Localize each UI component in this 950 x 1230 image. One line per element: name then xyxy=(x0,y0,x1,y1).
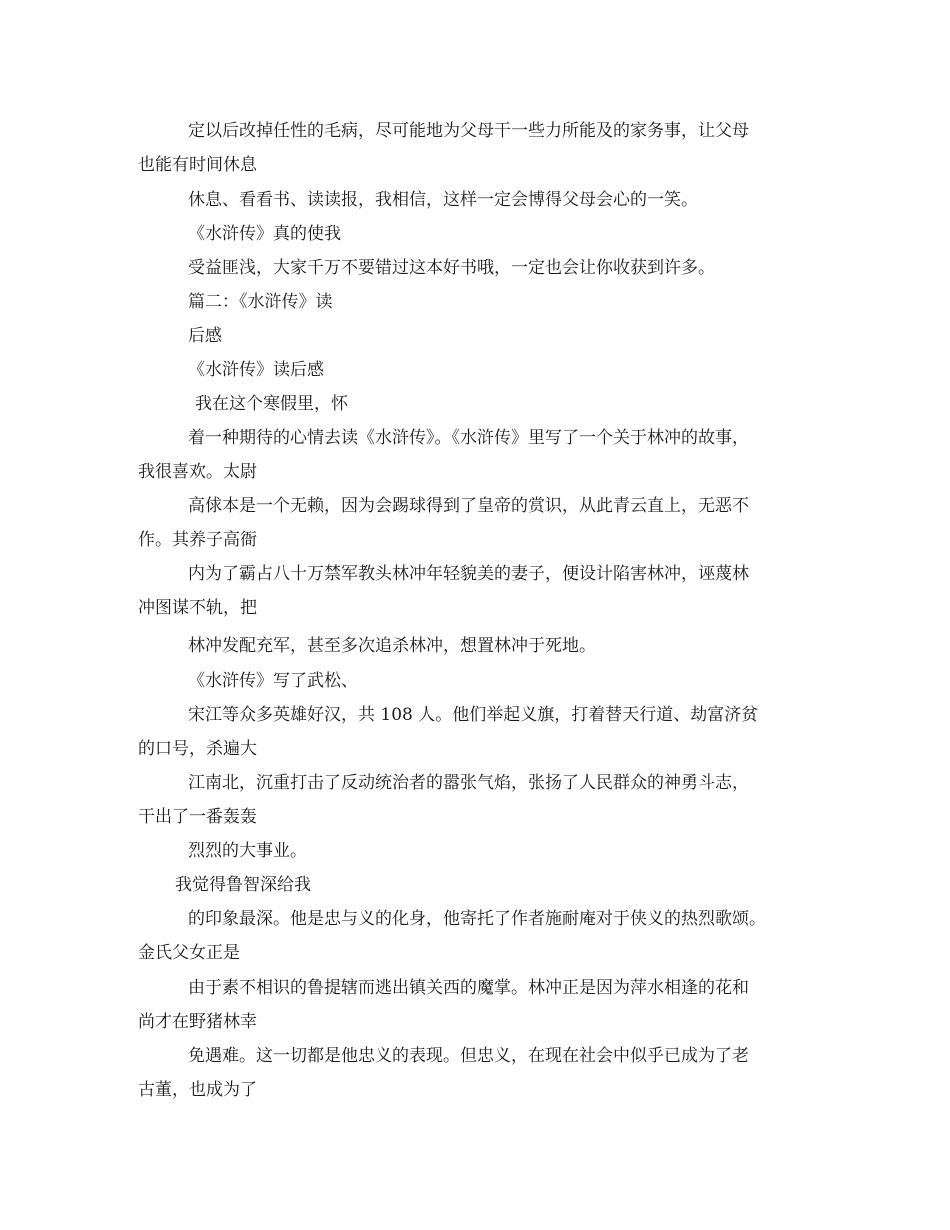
text-line: 干出了一番轰轰 xyxy=(138,807,257,827)
text-line: 的口号，杀遍大 xyxy=(138,739,257,759)
text-line: 尚才在野猪林幸 xyxy=(138,1012,257,1032)
text-line: 受益匪浅，大家千万不要错过这本好书哦，一定也会让你收获到许多。 xyxy=(188,258,715,278)
text-line: 江南北，沉重打击了反动统治者的嚣张气焰，张扬了人民群众的神勇斗志， xyxy=(188,773,749,793)
text-line: 也能有时间休息 xyxy=(138,155,257,175)
text-line: 着一种期待的心情去读《水浒传》。《水浒传》里写了一个关于林冲的故事， xyxy=(188,428,749,448)
text-line: 冲图谋不轨，把 xyxy=(138,598,257,618)
text-line: 我很喜欢。太尉 xyxy=(138,462,257,482)
text-line: 休息、看看书、读读报，我相信，这样一定会博得父母会心的一笑。 xyxy=(188,190,698,210)
text-line: 免遇难。这一切都是他忠义的表现。但忠义，在现在社会中似乎已成为了老 xyxy=(188,1046,749,1066)
text-line: 金氏父女正是 xyxy=(138,943,240,963)
text-line: 由于素不相识的鲁提辖而逃出镇关西的魔掌。林冲正是因为萍水相逢的花和 xyxy=(188,978,749,998)
text-line: 的印象最深。他是忠与义的化身，他寄托了作者施耐庵对于侠义的热烈歌颂。 xyxy=(188,909,766,929)
text-line: 我在这个寒假里，怀 xyxy=(195,394,348,414)
text-line: 我觉得鲁智深给我 xyxy=(175,875,311,895)
text-line: 定以后改掉任性的毛病，尽可能地为父母干一些力所能及的家务事，让父母 xyxy=(188,121,749,141)
text-line: 宋江等众多英雄好汉，共 108 人。他们举起义旗，打着替天行道、劫富济贫 xyxy=(188,705,759,725)
article-title: 《水浒传》读后感 xyxy=(188,360,324,380)
text-line: 作。其养子高衙 xyxy=(138,530,257,550)
text-line: 高俅本是一个无赖，因为会踢球得到了皇帝的赏识，从此青云直上，无恶不 xyxy=(188,496,749,516)
text-line: 内为了霸占八十万禁军教头林冲年轻貌美的妻子，便设计陷害林冲，诬蔑林 xyxy=(188,564,749,584)
text-line: 烈烈的大事业。 xyxy=(188,841,307,861)
text-line: 古董，也成为了 xyxy=(138,1080,257,1100)
section-heading: 后感 xyxy=(188,326,222,346)
section-heading: 篇二：《水浒传》读 xyxy=(188,292,333,312)
text-line: 《水浒传》写了武松、 xyxy=(188,671,358,691)
text-line: 《水浒传》真的使我 xyxy=(188,224,341,244)
text-line: 林冲发配充军，甚至多次追杀林冲，想置林冲于死地。 xyxy=(188,636,596,656)
